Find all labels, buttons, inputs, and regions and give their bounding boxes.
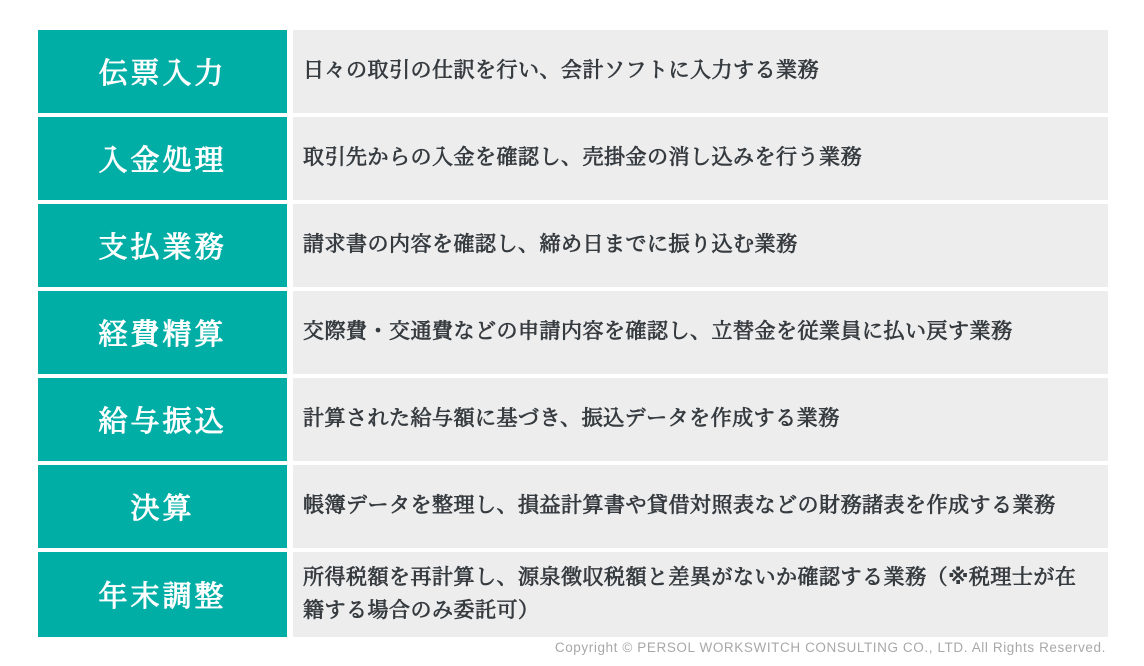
copyright-text: Copyright © PERSOL WORKSWITCH CONSULTING CO., LTD. All Rights Reserved. (554, 640, 1106, 655)
task-name-cell: 支払業務 (38, 204, 287, 287)
table-row (38, 204, 1108, 287)
task-name-cell: 年末調整 (38, 552, 287, 637)
table-row (38, 378, 1108, 461)
task-description-cell: 交際費・交通費などの申請内容を確認し、立替金を従業員に払い戻す業務 (293, 291, 1108, 374)
task-description-cell: 帳簿データを整理し、損益計算書や貸借対照表などの財務諸表を作成する業務 (293, 465, 1108, 548)
task-description-cell: 取引先からの入金を確認し、売掛金の消し込みを行う業務 (293, 117, 1108, 200)
task-description-cell: 計算された給与額に基づき、振込データを作成する業務 (293, 378, 1108, 461)
table-row (38, 291, 1108, 374)
table-row (38, 552, 1108, 637)
task-name-cell: 経費精算 (38, 291, 287, 374)
accounting-task-table (38, 30, 1108, 637)
task-name-cell: 給与振込 (38, 378, 287, 461)
task-name-cell: 伝票入力 (38, 30, 287, 113)
task-name-cell: 入金処理 (38, 117, 287, 200)
table-row (38, 117, 1108, 200)
table-row (38, 465, 1108, 548)
task-description-cell: 請求書の内容を確認し、締め日までに振り込む業務 (293, 204, 1108, 287)
table-row (38, 30, 1108, 113)
task-description-cell: 所得税額を再計算し、源泉徴収税額と差異がないか確認する業務（※税理士が在籍する場合のみ委託可） (293, 552, 1108, 637)
task-description-cell: 日々の取引の仕訳を行い、会計ソフトに入力する業務 (293, 30, 1108, 113)
task-name-cell: 決算 (38, 465, 287, 548)
